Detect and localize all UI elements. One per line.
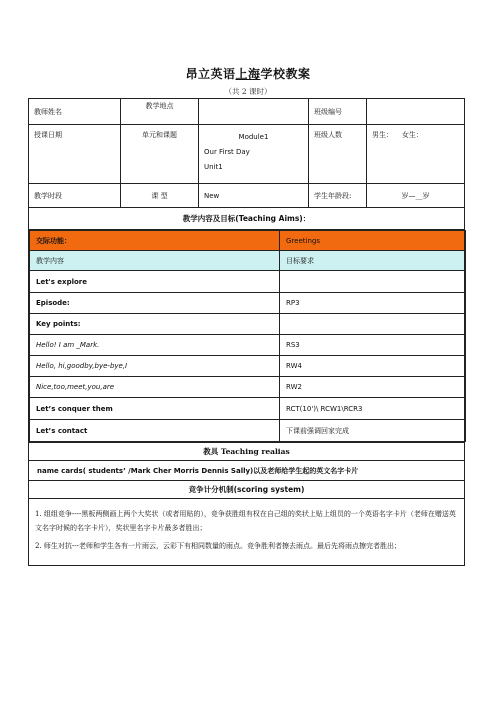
class-no-label: 班级编号 <box>309 99 367 125</box>
aims-heading: 教学内容及目标(Teaching Aims)： <box>29 208 465 230</box>
aims-content-cell: Let’s contact <box>30 420 280 442</box>
class-no-value <box>367 99 465 125</box>
date-label: 授课日期 <box>29 125 121 184</box>
lesson-plan-table <box>28 98 465 566</box>
content-label: 教学内容 <box>30 251 280 271</box>
aims-row <box>30 420 466 442</box>
aims-requirement-cell: RP3 <box>280 293 466 314</box>
aims-requirement-cell: RCT(10')\ RCW1\RCR3 <box>280 398 466 420</box>
realia-heading-row <box>29 443 465 461</box>
aims-row <box>30 271 466 293</box>
boys-label: 男生： <box>372 131 393 139</box>
period-label: 教学时段 <box>29 184 121 208</box>
type-label: 课 型 <box>121 184 199 208</box>
aims-requirement-cell: RW2 <box>280 377 466 398</box>
aims-body-row <box>29 230 465 443</box>
aims-content-cell: Key points: <box>30 314 280 335</box>
unit-module: Module1 <box>238 133 269 141</box>
age-label: 学生年龄段: <box>309 184 367 208</box>
aims-rows <box>30 271 466 442</box>
location-label: 教学地点 <box>121 99 199 125</box>
content-header-row <box>30 251 466 271</box>
scoring-list <box>29 499 465 566</box>
scoring-item-2: 2. 师生对抗---老师和学生各有一片雨云，云彩下有相同数量的雨点。竞争胜利者擦去雨点。最后先将雨点擦完者胜出； <box>35 542 401 550</box>
aims-row <box>30 335 466 356</box>
aims-content-cell: Let’s conquer them <box>30 398 280 420</box>
unit-value <box>199 125 309 184</box>
realia-heading: 教具 Teaching realias <box>29 443 465 461</box>
unit-label: 单元和课题 <box>121 125 199 184</box>
page-title: 昂立英语上海学校教案 <box>185 67 311 81</box>
info-row-3 <box>29 184 465 208</box>
aims-requirement-cell <box>280 271 466 293</box>
realia-content: name cards( students’ /Mark Cher Morris Dennis Sally)以及老师给学生起的英文名字卡片 <box>29 461 465 481</box>
scoring-item-1: 1. 组组竞争----黑板两侧画上两个大奖状（或者用贴的），竞争获胜组有权在自己组的奖状上贴上组员的一个英语名字卡片（老师在赠送英文名字时候的名字卡片），奖状里名字卡片最多者胜出； <box>35 510 456 532</box>
gender-count <box>367 125 465 184</box>
aims-content-cell: Episode: <box>30 293 280 314</box>
page-subtitle: （共 2 课时） <box>224 87 272 96</box>
aims-heading-row <box>29 208 465 230</box>
aims-content-cell: Nice,too,meet,you,are <box>30 377 280 398</box>
info-row-2 <box>29 125 465 184</box>
girls-label: 女生： <box>401 131 423 139</box>
req-label: 目标要求 <box>280 251 466 271</box>
aims-content-cell: Hello! I am _Mark. <box>30 335 280 356</box>
aims-requirement-cell: RW4 <box>280 356 466 377</box>
aims-row <box>30 356 466 377</box>
aims-row <box>30 398 466 420</box>
aims-row <box>30 314 466 335</box>
aims-row <box>30 377 466 398</box>
realia-content-row <box>29 461 465 481</box>
aims-content-cell: Let's explore <box>30 271 280 293</box>
unit-number: Unit1 <box>204 163 223 171</box>
aims-row <box>30 293 466 314</box>
location-value <box>199 99 309 125</box>
aims-requirement-cell: 下课前强调回家完成 <box>280 420 466 442</box>
aims-requirement-cell: RS3 <box>280 335 466 356</box>
unit-title: Our First Day <box>204 148 250 156</box>
type-value: New <box>199 184 309 208</box>
info-row-1 <box>29 99 465 125</box>
aims-content-cell: Hello, hi,goodby,bye-bye,I <box>30 356 280 377</box>
teacher-name-label: 教师姓名 <box>29 99 121 125</box>
age-value: 岁—__岁 <box>367 184 465 208</box>
scoring-heading: 竞争计分机制(scoring system) <box>29 481 465 499</box>
scoring-content-row <box>29 499 465 566</box>
class-size-label: 班级人数 <box>309 125 367 184</box>
aims-requirement-cell <box>280 314 466 335</box>
function-value: Greetings <box>280 231 466 251</box>
function-row <box>30 231 466 251</box>
aims-table <box>29 230 466 442</box>
function-label: 交际功能： <box>30 231 280 251</box>
scoring-heading-row <box>29 481 465 499</box>
